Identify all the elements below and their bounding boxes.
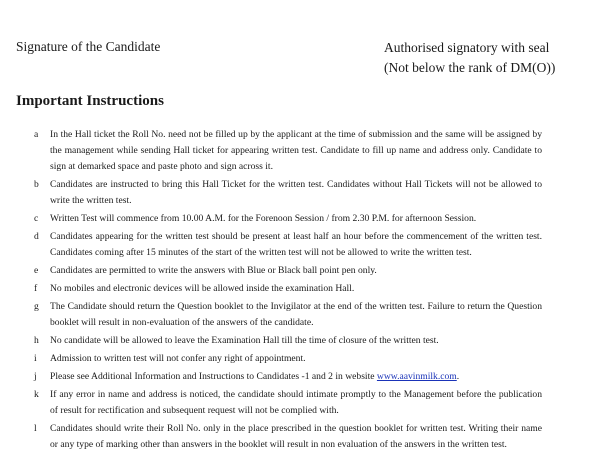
instruction-letter: l bbox=[34, 423, 37, 434]
instruction-item-a bbox=[0, 127, 600, 175]
authorised-signatory-line1: Authorised signatory with seal bbox=[384, 40, 550, 55]
authorised-signatory-line2: (Not below the rank of DM(O)) bbox=[384, 60, 556, 75]
instruction-text-end: . bbox=[456, 371, 460, 382]
instruction-letter: i bbox=[34, 353, 37, 364]
instruction-text: Candidates are permitted to write the answers with Blue or Black ball point pen only. bbox=[50, 265, 377, 276]
website-link[interactable]: www.aavinmilk.com bbox=[376, 371, 457, 382]
instruction-item-f bbox=[0, 281, 600, 297]
instruction-item-g bbox=[0, 299, 600, 331]
instruction-letter: f bbox=[34, 283, 38, 294]
instruction-text: The Candidate should return the Question booklet to the Invigilator at the end of the written test. Failure to return the Question booklet will result in non-evaluation of the answers of the candidate. bbox=[50, 301, 542, 328]
instruction-text: Please see Additional Information and Instructions to Candidates -1 and 2 in website bbox=[50, 371, 377, 382]
instruction-text: Candidates appearing for the written test should be present at least half an hour before the commencement of the written test. Candidates coming after 15 minutes of the start of the written test will not be allowed to write the written test. bbox=[50, 231, 542, 258]
instruction-letter: d bbox=[34, 231, 39, 242]
instruction-text: Candidates should write their Roll No. only in the place prescribed in the question booklet for written test. Writing their name or any type of marking other than answers in the booklet will result in non evaluation of the answers in the written test. bbox=[50, 423, 542, 450]
instruction-letter: h bbox=[34, 335, 39, 346]
instruction-item-k bbox=[0, 387, 600, 419]
instruction-letter: k bbox=[34, 389, 39, 400]
instruction-item-c bbox=[0, 211, 600, 227]
instruction-letter: j bbox=[34, 371, 37, 382]
instruction-text: If any error in name and address is noticed, the candidate should intimate promptly to the Management before the publication of result for rectification and subsequent request will not be complied with. bbox=[50, 389, 542, 416]
instruction-text: No candidate will be allowed to leave the Examination Hall till the time of closure of the written test. bbox=[50, 335, 439, 346]
instruction-letter: a bbox=[34, 129, 39, 140]
instruction-item-l bbox=[0, 421, 600, 453]
section-title: Important Instructions bbox=[16, 93, 164, 109]
instruction-item-i bbox=[0, 351, 600, 367]
instruction-letter: e bbox=[34, 265, 39, 276]
instruction-text: In the Hall ticket the Roll No. need not be filled up by the applicant at the time of submission and the same will be assigned by the management while sending Hall ticket for appearing written test. Candidate to fill up name and address only. Candidate to sign at demarked space and paste photo and sign across it. bbox=[50, 129, 542, 172]
instruction-letter: b bbox=[34, 179, 39, 190]
instruction-item-h bbox=[0, 333, 600, 349]
instruction-text: Admission to written test will not confer any right of appointment. bbox=[50, 353, 306, 364]
instruction-letter: c bbox=[34, 213, 39, 224]
instruction-item-e bbox=[0, 263, 600, 279]
instruction-item-b bbox=[0, 177, 600, 209]
instruction-item-d bbox=[0, 229, 600, 261]
candidate-signature-label: Signature of the Candidate bbox=[16, 39, 161, 54]
instruction-text: Written Test will commence from 10.00 A.M. for the Forenoon Session / from 2.30 P.M. for afternoon Session. bbox=[50, 213, 477, 224]
instruction-text: No mobiles and electronic devices will be allowed inside the examination Hall. bbox=[50, 283, 355, 294]
instruction-item-j bbox=[0, 369, 600, 385]
instruction-text: Candidates are instructed to bring this Hall Ticket for the written test. Candidates without Hall Tickets will not be allowed to write the written test. bbox=[50, 179, 542, 206]
instructions-list bbox=[0, 127, 600, 455]
authorised-signatory-block bbox=[384, 38, 584, 78]
instruction-letter: g bbox=[34, 301, 39, 312]
